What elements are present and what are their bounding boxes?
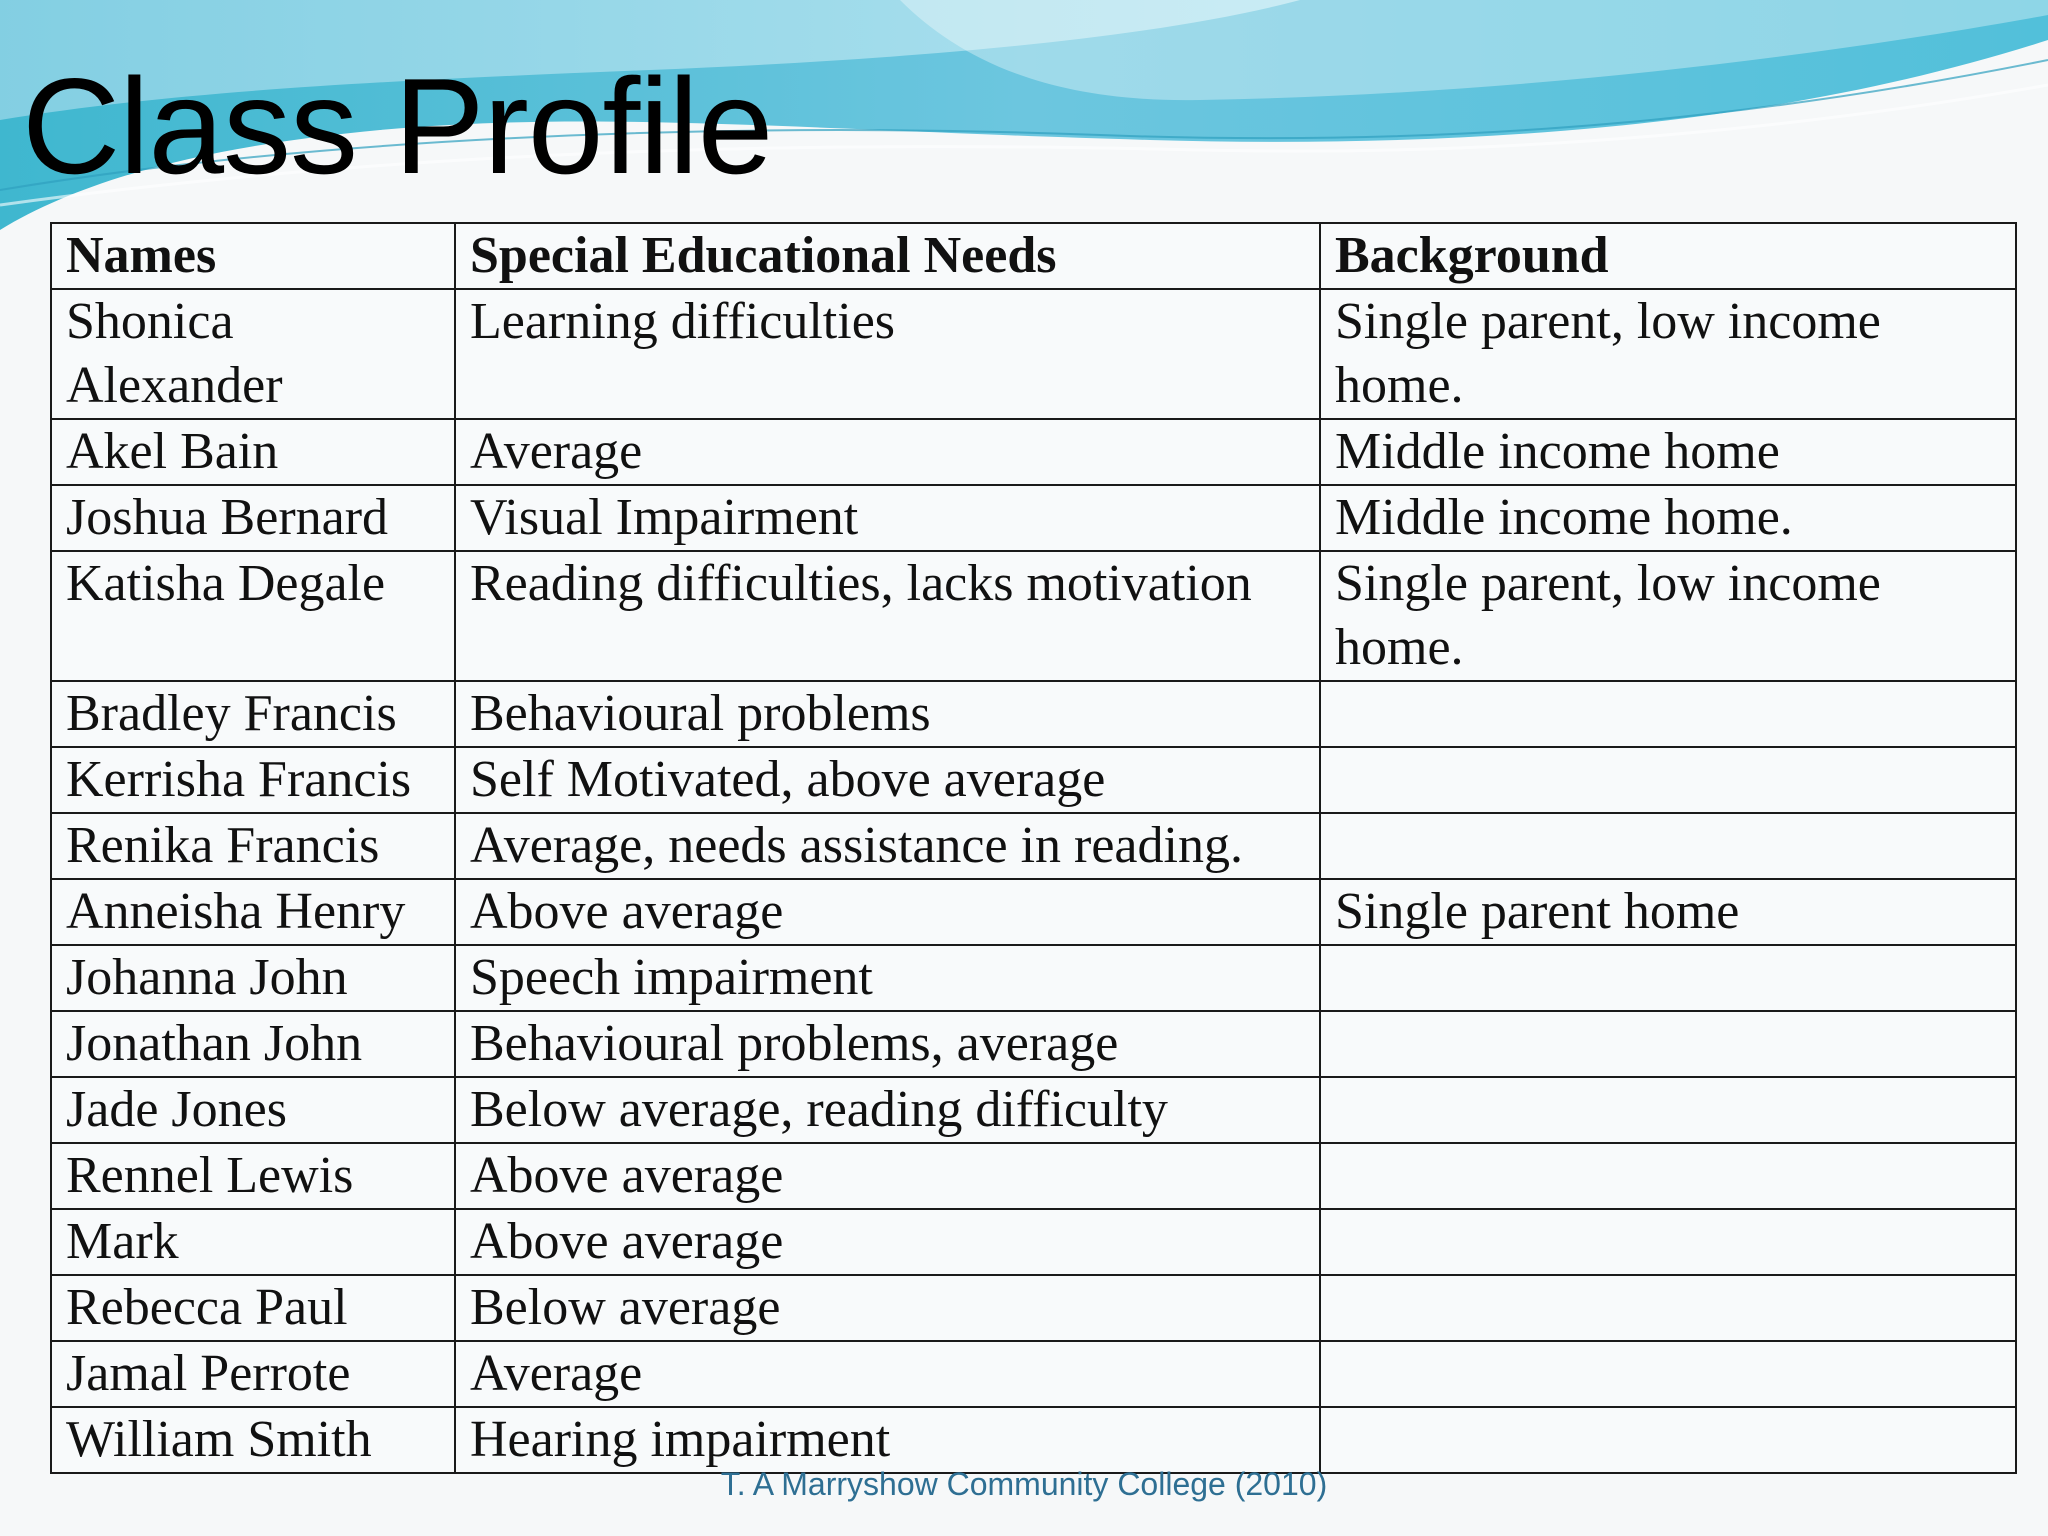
cell-background: Single parent, low income home. <box>1320 551 2016 681</box>
cell-name: Katisha Degale <box>51 551 455 681</box>
cell-name: Mark <box>51 1209 455 1275</box>
cell-background: Middle income home <box>1320 419 2016 485</box>
column-header-special-educational-needs: Special Educational Needs <box>455 223 1320 289</box>
cell-background <box>1320 1077 2016 1143</box>
cell-needs: Above average <box>455 1143 1320 1209</box>
cell-needs: Self Motivated, above average <box>455 747 1320 813</box>
class-profile-table-wrapper <box>50 222 2015 1474</box>
cell-needs: Above average <box>455 879 1320 945</box>
cell-background <box>1320 1209 2016 1275</box>
table-row <box>51 1143 2016 1209</box>
table-row <box>51 485 2016 551</box>
cell-needs: Learning difficulties <box>455 289 1320 419</box>
cell-needs: Below average, reading difficulty <box>455 1077 1320 1143</box>
column-header-background: Background <box>1320 223 2016 289</box>
footer-credit: T. A Marryshow Community College (2010) <box>720 1466 1328 1502</box>
table-row <box>51 879 2016 945</box>
table-row <box>51 945 2016 1011</box>
cell-name: Renika Francis <box>51 813 455 879</box>
cell-name: Jamal Perrote <box>51 1341 455 1407</box>
table-row <box>51 1209 2016 1275</box>
cell-name: Anneisha Henry <box>51 879 455 945</box>
cell-name: Rennel Lewis <box>51 1143 455 1209</box>
cell-needs: Behavioural problems, average <box>455 1011 1320 1077</box>
cell-background: Single parent, low income home. <box>1320 289 2016 419</box>
class-profile-table <box>50 222 2017 1474</box>
cell-background <box>1320 813 2016 879</box>
cell-background <box>1320 747 2016 813</box>
cell-name: Johanna John <box>51 945 455 1011</box>
cell-name: Joshua Bernard <box>51 485 455 551</box>
column-header-names: Names <box>51 223 455 289</box>
cell-needs: Speech impairment <box>455 945 1320 1011</box>
table-row <box>51 551 2016 681</box>
table-row <box>51 1011 2016 1077</box>
table-row <box>51 747 2016 813</box>
cell-name: Shonica Alexander <box>51 289 455 419</box>
cell-name: Bradley Francis <box>51 681 455 747</box>
cell-name: Rebecca Paul <box>51 1275 455 1341</box>
cell-needs: Average, needs assistance in reading. <box>455 813 1320 879</box>
cell-background <box>1320 1275 2016 1341</box>
table-row <box>51 813 2016 879</box>
cell-needs: Hearing impairment <box>455 1407 1320 1473</box>
cell-needs: Above average <box>455 1209 1320 1275</box>
cell-background <box>1320 1143 2016 1209</box>
table-row <box>51 419 2016 485</box>
slide-title: Class Profile <box>22 50 773 202</box>
table-header-row <box>51 223 2016 289</box>
cell-background <box>1320 1011 2016 1077</box>
cell-needs: Visual Impairment <box>455 485 1320 551</box>
cell-needs: Behavioural problems <box>455 681 1320 747</box>
cell-background: Middle income home. <box>1320 485 2016 551</box>
table-row <box>51 1341 2016 1407</box>
cell-background <box>1320 945 2016 1011</box>
cell-name: William Smith <box>51 1407 455 1473</box>
table-row <box>51 1077 2016 1143</box>
cell-background: Single parent home <box>1320 879 2016 945</box>
cell-name: Jade Jones <box>51 1077 455 1143</box>
table-row <box>51 1275 2016 1341</box>
cell-needs: Below average <box>455 1275 1320 1341</box>
cell-background <box>1320 1407 2016 1473</box>
cell-name: Akel Bain <box>51 419 455 485</box>
cell-background <box>1320 1341 2016 1407</box>
cell-needs: Average <box>455 419 1320 485</box>
table-row <box>51 1407 2016 1473</box>
cell-needs: Average <box>455 1341 1320 1407</box>
cell-name: Kerrisha Francis <box>51 747 455 813</box>
cell-needs: Reading difficulties, lacks motivation <box>455 551 1320 681</box>
table-row <box>51 681 2016 747</box>
cell-name: Jonathan John <box>51 1011 455 1077</box>
table-row <box>51 289 2016 419</box>
cell-background <box>1320 681 2016 747</box>
